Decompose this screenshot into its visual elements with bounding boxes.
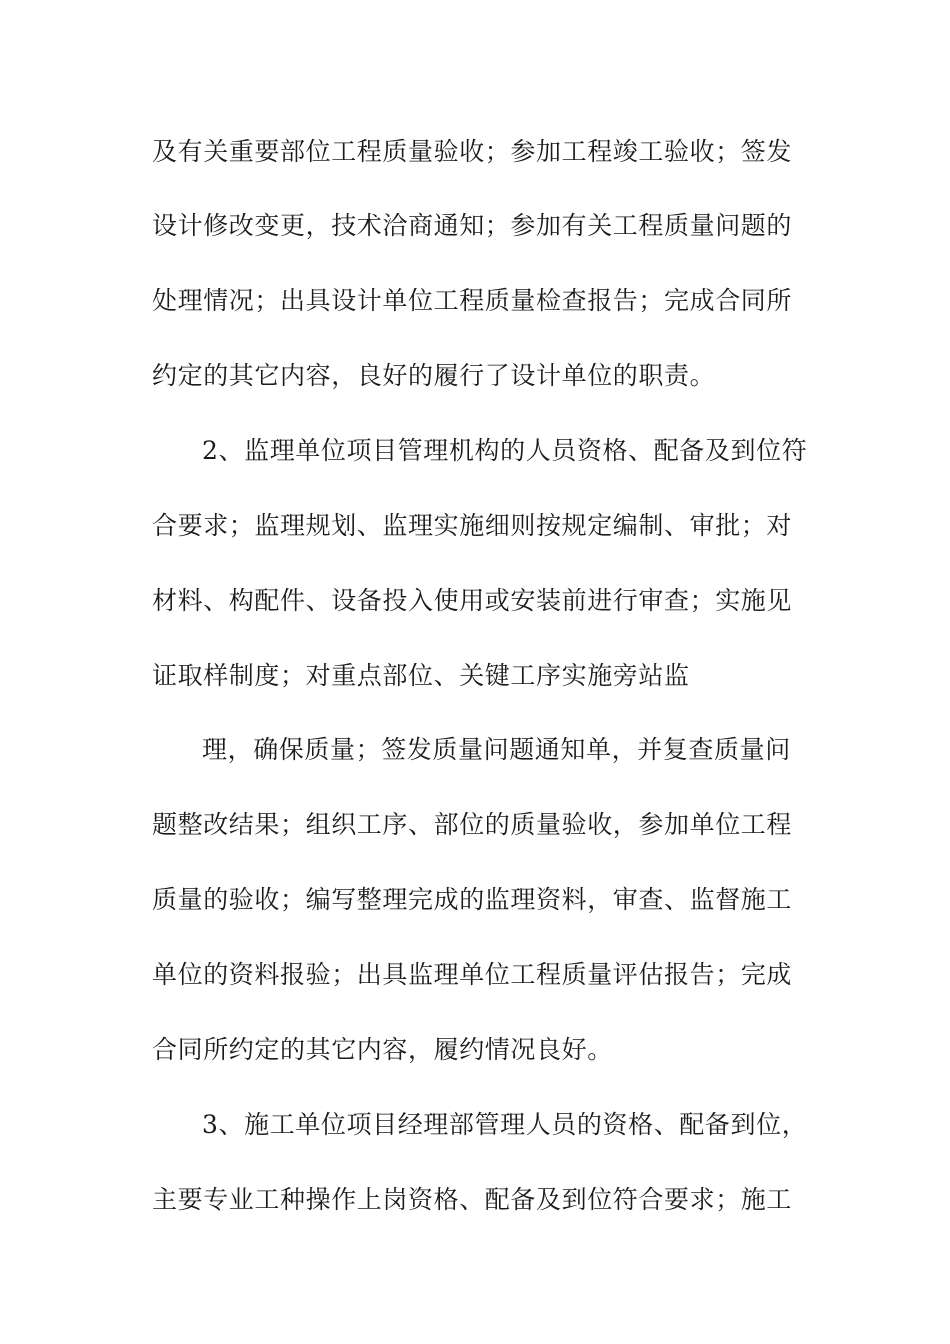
- text-line: 单位的资料报验；出具监理单位工程质量评估报告；完成: [152, 960, 793, 989]
- text-line: 合要求；监理规划、监理实施细则按规定编制、审批；对: [152, 511, 793, 540]
- text-line: 及有关重要部位工程质量验收；参加工程竣工验收；签发: [152, 137, 793, 166]
- text-line: 设计修改变更，技术洽商通知；参加有关工程质量问题的: [152, 211, 793, 240]
- text-line: 合同所约定的其它内容，履约情况良好。: [152, 1035, 613, 1064]
- text-line: 处理情况；出具设计单位工程质量检查报告；完成合同所: [152, 286, 793, 315]
- text-line-indented: 理，确保质量；签发质量问题通知单，并复查质量问: [202, 735, 791, 764]
- text-line: 题整改结果；组织工序、部位的质量验收，参加单位工程: [152, 810, 793, 839]
- text-line: 约定的其它内容，良好的履行了设计单位的职责。: [152, 361, 716, 390]
- text-line: 证取样制度；对重点部位、关键工序实施旁站监: [152, 661, 690, 690]
- paragraph-2-first-line: 2、监理单位项目管理机构的人员资格、配备及到位符: [202, 436, 808, 465]
- text-line: 材料、构配件、设备投入使用或安装前进行审查；实施见: [152, 586, 793, 615]
- text-line: 质量的验收；编写整理完成的监理资料，审查、监督施工: [152, 885, 793, 914]
- text-line: 主要专业工种操作上岗资格、配备及到位符合要求；施工: [152, 1185, 793, 1214]
- paragraph-3-first-line: 3、施工单位项目经理部管理人员的资格、配备到位，: [202, 1110, 808, 1139]
